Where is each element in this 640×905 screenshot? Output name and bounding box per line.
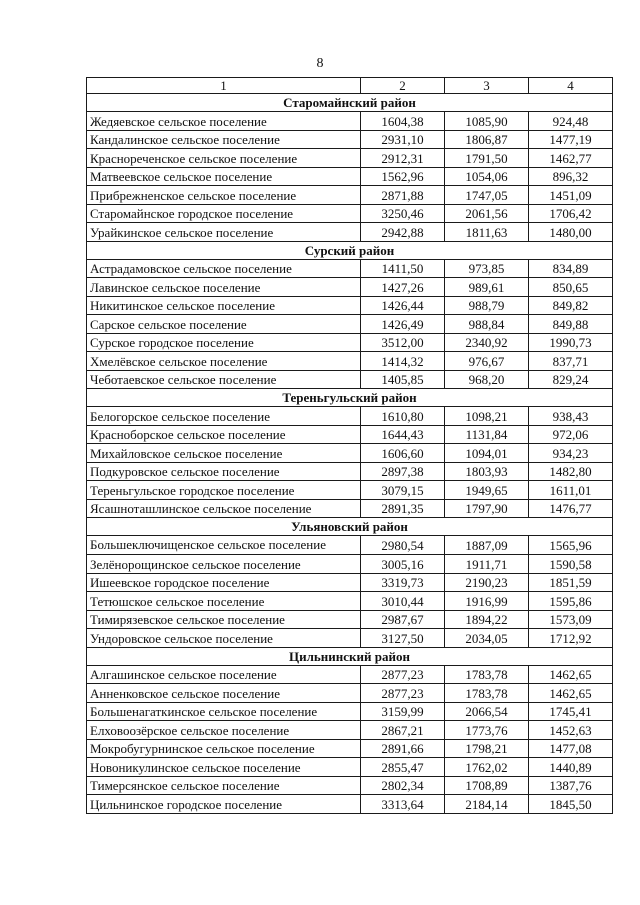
table-row — [87, 610, 613, 629]
value-col-2-cell: 3127,50 — [361, 629, 445, 648]
value-col-4-cell: 1712,92 — [529, 629, 613, 648]
settlement-name-cell: Большенагаткинское сельское поселение — [87, 702, 361, 721]
value-col-3-cell: 1747,05 — [445, 186, 529, 205]
value-col-4-cell: 1387,76 — [529, 776, 613, 795]
value-col-4-cell: 934,23 — [529, 444, 613, 463]
settlement-name-cell: Мокробугурнинское сельское поселение — [87, 739, 361, 758]
value-col-4-cell: 1477,08 — [529, 739, 613, 758]
settlement-name-cell: Краснореченское сельское поселение — [87, 149, 361, 168]
value-col-2-cell: 2942,88 — [361, 223, 445, 242]
value-col-2-cell: 3250,46 — [361, 204, 445, 223]
district-name: Сурский район — [87, 241, 613, 259]
value-col-2-cell: 1426,44 — [361, 296, 445, 315]
settlement-name-cell: Старомайнское городское поселение — [87, 204, 361, 223]
table-row — [87, 758, 613, 777]
value-col-3-cell: 1798,21 — [445, 739, 529, 758]
value-col-4-cell: 849,82 — [529, 296, 613, 315]
value-col-2-cell: 2802,34 — [361, 776, 445, 795]
value-col-3-cell: 2061,56 — [445, 204, 529, 223]
value-col-3-cell: 989,61 — [445, 278, 529, 297]
value-col-3-cell: 2034,05 — [445, 629, 529, 648]
settlement-name-cell: Астрадамовское сельское поселение — [87, 259, 361, 278]
settlement-name-cell: Матвеевское сельское поселение — [87, 167, 361, 186]
value-col-4-cell: 837,71 — [529, 352, 613, 371]
settlement-name-cell: Алгашинское сельское поселение — [87, 665, 361, 684]
value-col-2-cell: 2891,35 — [361, 499, 445, 518]
value-col-2-cell: 2855,47 — [361, 758, 445, 777]
value-col-2-cell: 2931,10 — [361, 130, 445, 149]
table-row — [87, 167, 613, 186]
value-col-2-cell: 1610,80 — [361, 407, 445, 426]
value-col-4-cell: 1573,09 — [529, 610, 613, 629]
table-row — [87, 776, 613, 795]
value-col-3-cell: 1894,22 — [445, 610, 529, 629]
value-col-3-cell: 1806,87 — [445, 130, 529, 149]
settlement-name-cell: Большеключищенское сельское поселение — [87, 536, 361, 555]
settlement-name-cell: Лавинское сельское поселение — [87, 278, 361, 297]
table-row — [87, 536, 613, 555]
value-col-2-cell: 2897,38 — [361, 462, 445, 481]
table-row — [87, 573, 613, 592]
column-header-2: 2 — [361, 78, 445, 94]
value-col-2-cell: 1411,50 — [361, 259, 445, 278]
value-col-3-cell: 1708,89 — [445, 776, 529, 795]
table-row — [87, 407, 613, 426]
value-col-3-cell: 1797,90 — [445, 499, 529, 518]
district-heading-row — [87, 241, 613, 259]
value-col-2-cell: 2987,67 — [361, 610, 445, 629]
settlement-name-cell: Зелёнорощинское сельское поселение — [87, 555, 361, 574]
value-col-2-cell: 3159,99 — [361, 702, 445, 721]
table-row — [87, 481, 613, 500]
value-col-4-cell: 924,48 — [529, 112, 613, 131]
value-col-2-cell: 3319,73 — [361, 573, 445, 592]
value-col-3-cell: 1791,50 — [445, 149, 529, 168]
settlement-name-cell: Ишеевское городское поселение — [87, 573, 361, 592]
value-col-4-cell: 896,32 — [529, 167, 613, 186]
value-col-3-cell: 976,67 — [445, 352, 529, 371]
district-name: Цильнинский район — [87, 647, 613, 665]
value-col-4-cell: 1611,01 — [529, 481, 613, 500]
page-number: 8 — [316, 56, 324, 71]
value-col-2-cell: 2871,88 — [361, 186, 445, 205]
value-col-3-cell: 2184,14 — [445, 795, 529, 814]
district-heading-row — [87, 647, 613, 665]
table-header-row — [87, 78, 613, 94]
settlement-name-cell: Подкуровское сельское поселение — [87, 462, 361, 481]
table-row — [87, 684, 613, 703]
value-col-2-cell: 3512,00 — [361, 333, 445, 352]
value-col-3-cell: 1762,02 — [445, 758, 529, 777]
table-row — [87, 130, 613, 149]
value-col-4-cell: 1595,86 — [529, 592, 613, 611]
value-col-4-cell: 1477,19 — [529, 130, 613, 149]
district-heading-row — [87, 389, 613, 407]
settlement-name-cell: Хмелёвское сельское поселение — [87, 352, 361, 371]
settlement-name-cell: Новоникулинское сельское поселение — [87, 758, 361, 777]
table-row — [87, 795, 613, 814]
value-col-2-cell: 1426,49 — [361, 315, 445, 334]
settlement-table — [86, 77, 613, 814]
value-col-2-cell: 2891,66 — [361, 739, 445, 758]
value-col-4-cell: 849,88 — [529, 315, 613, 334]
value-col-4-cell: 1462,77 — [529, 149, 613, 168]
value-col-2-cell: 2877,23 — [361, 665, 445, 684]
table-row — [87, 739, 613, 758]
value-col-4-cell: 834,89 — [529, 259, 613, 278]
column-header-3: 3 — [445, 78, 529, 94]
value-col-4-cell: 850,65 — [529, 278, 613, 297]
value-col-3-cell: 1811,63 — [445, 223, 529, 242]
value-col-3-cell: 1803,93 — [445, 462, 529, 481]
settlement-name-cell: Красноборское сельское поселение — [87, 425, 361, 444]
value-col-3-cell: 1916,99 — [445, 592, 529, 611]
district-name: Ульяновский район — [87, 518, 613, 536]
table-row — [87, 223, 613, 242]
value-col-3-cell: 1783,78 — [445, 684, 529, 703]
settlement-name-cell: Тетюшское сельское поселение — [87, 592, 361, 611]
settlement-name-cell: Ундоровское сельское поселение — [87, 629, 361, 648]
table-row — [87, 333, 613, 352]
value-col-3-cell: 1085,90 — [445, 112, 529, 131]
table-row — [87, 186, 613, 205]
settlement-name-cell: Жедяевское сельское поселение — [87, 112, 361, 131]
settlement-name-cell: Анненковское сельское поселение — [87, 684, 361, 703]
value-col-4-cell: 1462,65 — [529, 665, 613, 684]
value-col-3-cell: 1094,01 — [445, 444, 529, 463]
value-col-4-cell: 1851,59 — [529, 573, 613, 592]
table-row — [87, 278, 613, 297]
settlement-name-cell: Сарское сельское поселение — [87, 315, 361, 334]
value-col-3-cell: 2066,54 — [445, 702, 529, 721]
value-col-2-cell: 1606,60 — [361, 444, 445, 463]
value-col-3-cell: 2340,92 — [445, 333, 529, 352]
table-row — [87, 702, 613, 721]
settlement-name-cell: Кандалинское сельское поселение — [87, 130, 361, 149]
settlement-name-cell: Цильнинское городское поселение — [87, 795, 361, 814]
value-col-2-cell: 1414,32 — [361, 352, 445, 371]
table-row — [87, 444, 613, 463]
table-row — [87, 555, 613, 574]
table-row — [87, 352, 613, 371]
value-col-4-cell: 1745,41 — [529, 702, 613, 721]
table-row — [87, 462, 613, 481]
settlement-name-cell: Михайловское сельское поселение — [87, 444, 361, 463]
value-col-2-cell: 1604,38 — [361, 112, 445, 131]
table-row — [87, 112, 613, 131]
value-col-3-cell: 2190,23 — [445, 573, 529, 592]
table-row — [87, 665, 613, 684]
column-header-4: 4 — [529, 78, 613, 94]
value-col-4-cell: 1452,63 — [529, 721, 613, 740]
district-name: Старомайнский район — [87, 94, 613, 112]
value-col-4-cell: 1990,73 — [529, 333, 613, 352]
value-col-4-cell: 829,24 — [529, 370, 613, 389]
value-col-3-cell: 1911,71 — [445, 555, 529, 574]
value-col-4-cell: 1476,77 — [529, 499, 613, 518]
value-col-3-cell: 1783,78 — [445, 665, 529, 684]
value-col-4-cell: 938,43 — [529, 407, 613, 426]
value-col-2-cell: 3005,16 — [361, 555, 445, 574]
column-header-1: 1 — [87, 78, 361, 94]
value-col-4-cell: 1565,96 — [529, 536, 613, 555]
settlement-name-cell: Чеботаевское сельское поселение — [87, 370, 361, 389]
value-col-2-cell: 1562,96 — [361, 167, 445, 186]
value-col-3-cell: 973,85 — [445, 259, 529, 278]
value-col-2-cell: 3010,44 — [361, 592, 445, 611]
value-col-2-cell: 2980,54 — [361, 536, 445, 555]
value-col-3-cell: 988,79 — [445, 296, 529, 315]
table-row — [87, 592, 613, 611]
value-col-4-cell: 1482,80 — [529, 462, 613, 481]
table-row — [87, 259, 613, 278]
table-row — [87, 315, 613, 334]
value-col-2-cell: 1644,43 — [361, 425, 445, 444]
table-row — [87, 499, 613, 518]
district-name: Тереньгульский район — [87, 389, 613, 407]
settlement-name-cell: Тимерсянское сельское поселение — [87, 776, 361, 795]
settlement-name-cell: Ясашноташлинское сельское поселение — [87, 499, 361, 518]
value-col-2-cell: 1405,85 — [361, 370, 445, 389]
settlement-name-cell: Тереньгульское городское поселение — [87, 481, 361, 500]
value-col-2-cell: 2867,21 — [361, 721, 445, 740]
value-col-2-cell: 3313,64 — [361, 795, 445, 814]
table-row — [87, 296, 613, 315]
value-col-3-cell: 1949,65 — [445, 481, 529, 500]
table-row — [87, 721, 613, 740]
value-col-3-cell: 1773,76 — [445, 721, 529, 740]
table-row — [87, 149, 613, 168]
value-col-3-cell: 1131,84 — [445, 425, 529, 444]
value-col-3-cell: 988,84 — [445, 315, 529, 334]
value-col-2-cell: 3079,15 — [361, 481, 445, 500]
settlement-name-cell: Елховоозёрское сельское поселение — [87, 721, 361, 740]
value-col-2-cell: 1427,26 — [361, 278, 445, 297]
settlement-name-cell: Тимирязевское сельское поселение — [87, 610, 361, 629]
table-row — [87, 204, 613, 223]
value-col-2-cell: 2877,23 — [361, 684, 445, 703]
table-row — [87, 425, 613, 444]
settlement-name-cell: Сурское городское поселение — [87, 333, 361, 352]
value-col-2-cell: 2912,31 — [361, 149, 445, 168]
table-row — [87, 370, 613, 389]
value-col-4-cell: 1451,09 — [529, 186, 613, 205]
value-col-4-cell: 1706,42 — [529, 204, 613, 223]
settlement-name-cell: Прибрежненское сельское поселение — [87, 186, 361, 205]
value-col-3-cell: 968,20 — [445, 370, 529, 389]
value-col-4-cell: 1462,65 — [529, 684, 613, 703]
district-heading-row — [87, 518, 613, 536]
settlement-name-cell: Никитинское сельское поселение — [87, 296, 361, 315]
value-col-3-cell: 1098,21 — [445, 407, 529, 426]
value-col-4-cell: 1590,58 — [529, 555, 613, 574]
value-col-4-cell: 972,06 — [529, 425, 613, 444]
value-col-4-cell: 1440,89 — [529, 758, 613, 777]
district-heading-row — [87, 94, 613, 112]
value-col-4-cell: 1480,00 — [529, 223, 613, 242]
settlement-name-cell: Урайкинское сельское поселение — [87, 223, 361, 242]
table-row — [87, 629, 613, 648]
value-col-3-cell: 1887,09 — [445, 536, 529, 555]
value-col-4-cell: 1845,50 — [529, 795, 613, 814]
table-body — [87, 78, 613, 814]
value-col-3-cell: 1054,06 — [445, 167, 529, 186]
settlement-name-cell: Белогорское сельское поселение — [87, 407, 361, 426]
